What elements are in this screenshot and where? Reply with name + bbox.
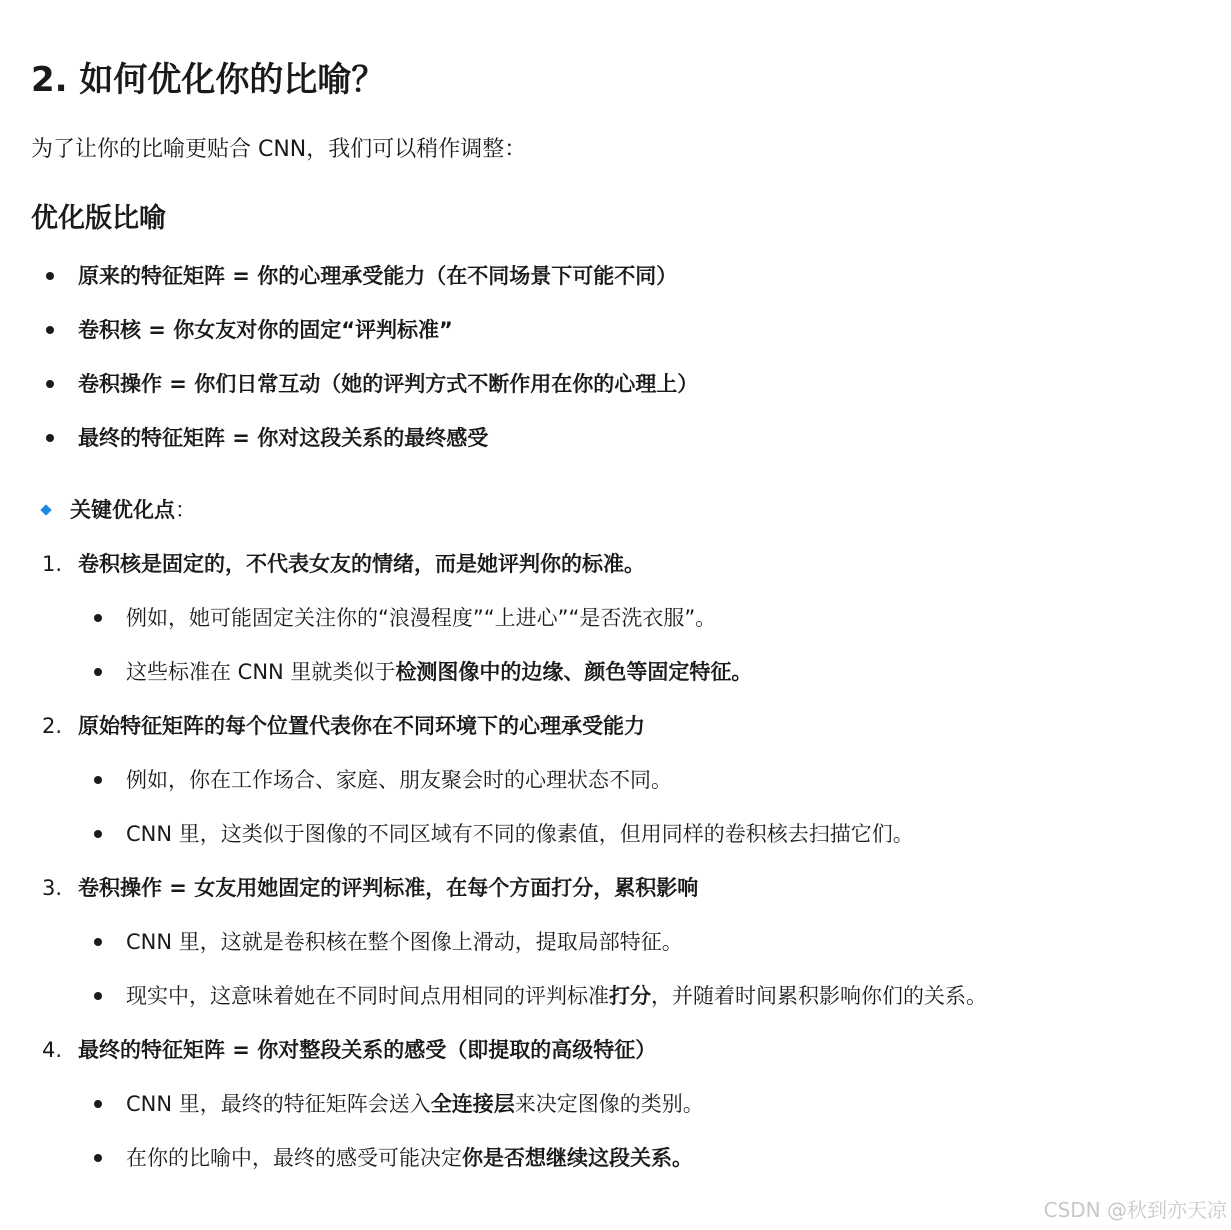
key-points-label: 关键优化点： [70, 498, 196, 522]
bullet-icon [46, 272, 54, 280]
item-number: 4. [42, 1038, 63, 1062]
bullet-icon [94, 830, 102, 838]
list-item: 卷积核 = 你女友对你的固定“评判标准” [78, 318, 453, 342]
sub-item: CNN 里，这类似于图像的不同区域有不同的像素值，但用同样的卷积核去扫描它们。 [126, 822, 914, 846]
item-title: 卷积操作 = 女友用她固定的评判标准，在每个方面打分，累积影响 [78, 876, 699, 900]
bullet-icon [94, 614, 102, 622]
bullet-icon [46, 434, 54, 442]
bullet-icon [94, 776, 102, 784]
bullet-icon [94, 668, 102, 676]
sub-item: 例如，你在工作场合、家庭、朋友聚会时的心理状态不同。 [126, 768, 672, 792]
sub-item: 例如，她可能固定关注你的“浪漫程度”“上进心”“是否洗衣服”。 [126, 606, 717, 630]
list-item: 最终的特征矩阵 = 你对这段关系的最终感受 [78, 426, 489, 450]
item-number: 1. [42, 552, 63, 576]
section-heading: 2. 如何优化你的比喻？ [31, 60, 386, 100]
list-item: 卷积操作 = 你们日常互动（她的评判方式不断作用在你的心理上） [78, 372, 699, 396]
item-number: 2. [42, 714, 63, 738]
sub-item: 这些标准在 CNN 里就类似于检测图像中的边缘、颜色等固定特征。 [126, 660, 753, 684]
sub-item: 在你的比喻中，最终的感受可能决定你是否想继续这段关系。 [126, 1146, 693, 1170]
bullet-icon [94, 1100, 102, 1108]
item-title: 卷积核是固定的，不代表女友的情绪，而是她评判你的标准。 [78, 552, 645, 576]
intro-paragraph: 为了让你的比喻更贴合 CNN，我们可以稍作调整： [31, 137, 527, 162]
diamond-icon [40, 504, 51, 515]
item-title: 最终的特征矩阵 = 你对整段关系的感受（即提取的高级特征） [78, 1038, 657, 1062]
item-title: 原始特征矩阵的每个位置代表你在不同环境下的心理承受能力 [78, 714, 645, 738]
list-item: 原来的特征矩阵 = 你的心理承受能力（在不同场景下可能不同） [78, 264, 678, 288]
sub-item: CNN 里，这就是卷积核在整个图像上滑动，提取局部特征。 [126, 930, 683, 954]
watermark: CSDN @秋到亦天凉 [1043, 1198, 1227, 1222]
subheading: 优化版比喻 [31, 203, 166, 234]
item-number: 3. [42, 876, 63, 900]
bullet-icon [46, 380, 54, 388]
bullet-icon [94, 1154, 102, 1162]
sub-item: CNN 里，最终的特征矩阵会送入全连接层来决定图像的类别。 [126, 1092, 704, 1116]
sub-item: 现实中，这意味着她在不同时间点用相同的评判标准打分，并随着时间累积影响你们的关系。 [126, 984, 987, 1008]
bullet-icon [94, 938, 102, 946]
bullet-icon [94, 992, 102, 1000]
bullet-icon [46, 326, 54, 334]
